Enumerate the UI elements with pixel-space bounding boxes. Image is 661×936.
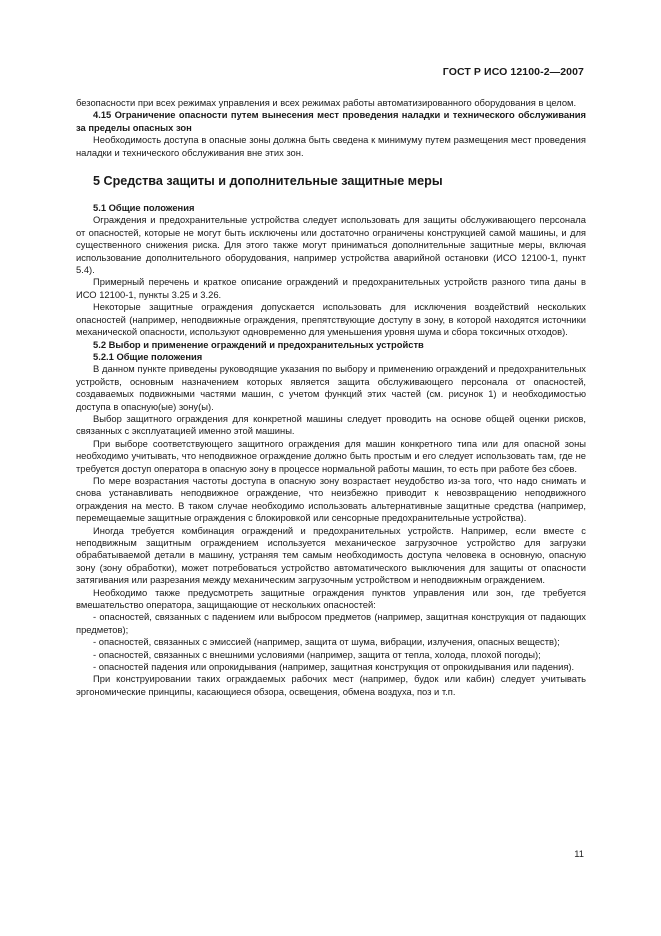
paragraph: Выбор защитного ограждения для конкретной машины следует проводить на основе общей оценки рисков, связанных с эксплуатацией именно этой машины. <box>76 412 586 437</box>
paragraph: При выборе соответствующего защитного ограждения для машин конкретного типа или для опасной зоны необходимо учитывать, что неподвижное ограждение должно быть простым и его следует использовать там, где не требуется доступ оператора в опасную зону в процессе нормальной работы машин, то есть при работе без сбоев. <box>76 437 586 474</box>
list-item: - опасностей, связанных с внешними условиями (например, защита от тепла, холода, плохой погоды); <box>93 648 541 660</box>
document-code-header: ГОСТ Р ИСО 12100-2—2007 <box>442 66 584 78</box>
paragraph: Некоторые защитные ограждения допускается использовать для исключения воздействий нескольких опасностей (например, неподвижные ограждения, препятствующие доступу в зону, в которой находятся источники механической опасности, используют одновременно для уменьшения уровня шума и сбора токсичных отходов). <box>76 301 586 338</box>
paragraph: При конструировании таких ограждаемых рабочих мест (например, будок или кабин) следует учитывать эргономические принципы, касающиеся обзора, освещения, обмена воздуха, поз и т.п. <box>76 673 586 697</box>
paragraph-continuation: безопасности при всех режимах управления и всех режимах работы автоматизированного оборудования в целом. <box>76 97 577 108</box>
clause-5-2-heading: 5.2 Выбор и применение ограждений и предохранительных устройств <box>93 338 424 350</box>
clause-4-15-heading: 4.15 Ограничение опасности путем вынесения мест проведения наладки и технического обслуживания за пределы опасных зон <box>76 109 586 133</box>
paragraph: Примерный перечень и краткое описание ограждений и предохранительных устройств разного типа даны в ИСО 12100-1, пункты 3.25 и 3.26. <box>76 276 586 300</box>
paragraph: Иногда требуется комбинация ограждений и предохранительных устройств. Например, если вместе с неподвижным защитным ограждением используется механическое загрузочное устройство для загрузки обрабатываемой детали в машину, устраняя тем самым необходимость доступа человека в основную, опасную зону (зону обработки), может потребоваться устройство автоматического выключения для защиты от опасности затягивания или разрезания между механическим загрузочным устройством и неподвижным ограждением. <box>76 524 586 586</box>
page-number: 11 <box>574 848 584 859</box>
list-item: - опасностей, связанных с эмиссией (например, защита от шума, вибрации, излучения, опасных веществ); <box>93 636 560 648</box>
clause-5-2-1-heading: 5.2.1 Общие положения <box>93 350 203 362</box>
list-item: - опасностей падения или опрокидывания (например, защитная конструкция от опрокидывания или падения). <box>93 661 575 673</box>
paragraph: Ограждения и предохранительные устройства следует использовать для защиты обслуживающего персонала от опасностей, которые не могут быть исключены или достаточно ограничены конструкцией самой машины, и для существенного снижения риска. Для этого также могут приниматься дополнительные защитные меры, включая использование дополнительного оборудования, например устройства аварийной остановки (ИСО 12100-1, пункт 5.4). <box>76 214 586 276</box>
list-item: - опасностей, связанных с падением или выбросом предметов (например, защитная конструкция от падающих предметов); <box>76 611 586 635</box>
paragraph: По мере возрастания частоты доступа в опасную зону возрастает неудобство из-за того, что надо снимать и снова устанавливать неподвижное ограждение, что неизбежно приводит к невозвращению неподвижного ограждения на место. В таком случае необходимо использовать альтернативные защитные средства (например, перемещаемые защитные ограждения с блокировкой или сенсорные предохранительные устройства). <box>76 474 586 524</box>
paragraph: Необходимость доступа в опасные зоны должна быть сведена к минимуму путем размещения мест проведения наладки и технического обслуживания вне этих зон. <box>76 134 586 158</box>
paragraph: Необходимо также предусмотреть защитные ограждения пунктов управления или зон, где требуется вмешательство оператора, защищающие от нескольких опасностей: <box>76 586 586 611</box>
paragraph: В данном пункте приведены руководящие указания по выбору и применению ограждений и предохранительных устройств, основным назначением которых является защита обслуживающего персонала от опасностей, создаваемых подвижными частями машин, с учетом функций этих частей (см. рисунок 1) и необходимостью доступа в опасную(ые) зону(ы). <box>76 363 586 412</box>
section-5-title: 5 Средства защиты и дополнительные защитные меры <box>93 174 443 189</box>
document-body <box>76 97 586 698</box>
clause-5-1-heading: 5.1 Общие положения <box>93 202 195 214</box>
